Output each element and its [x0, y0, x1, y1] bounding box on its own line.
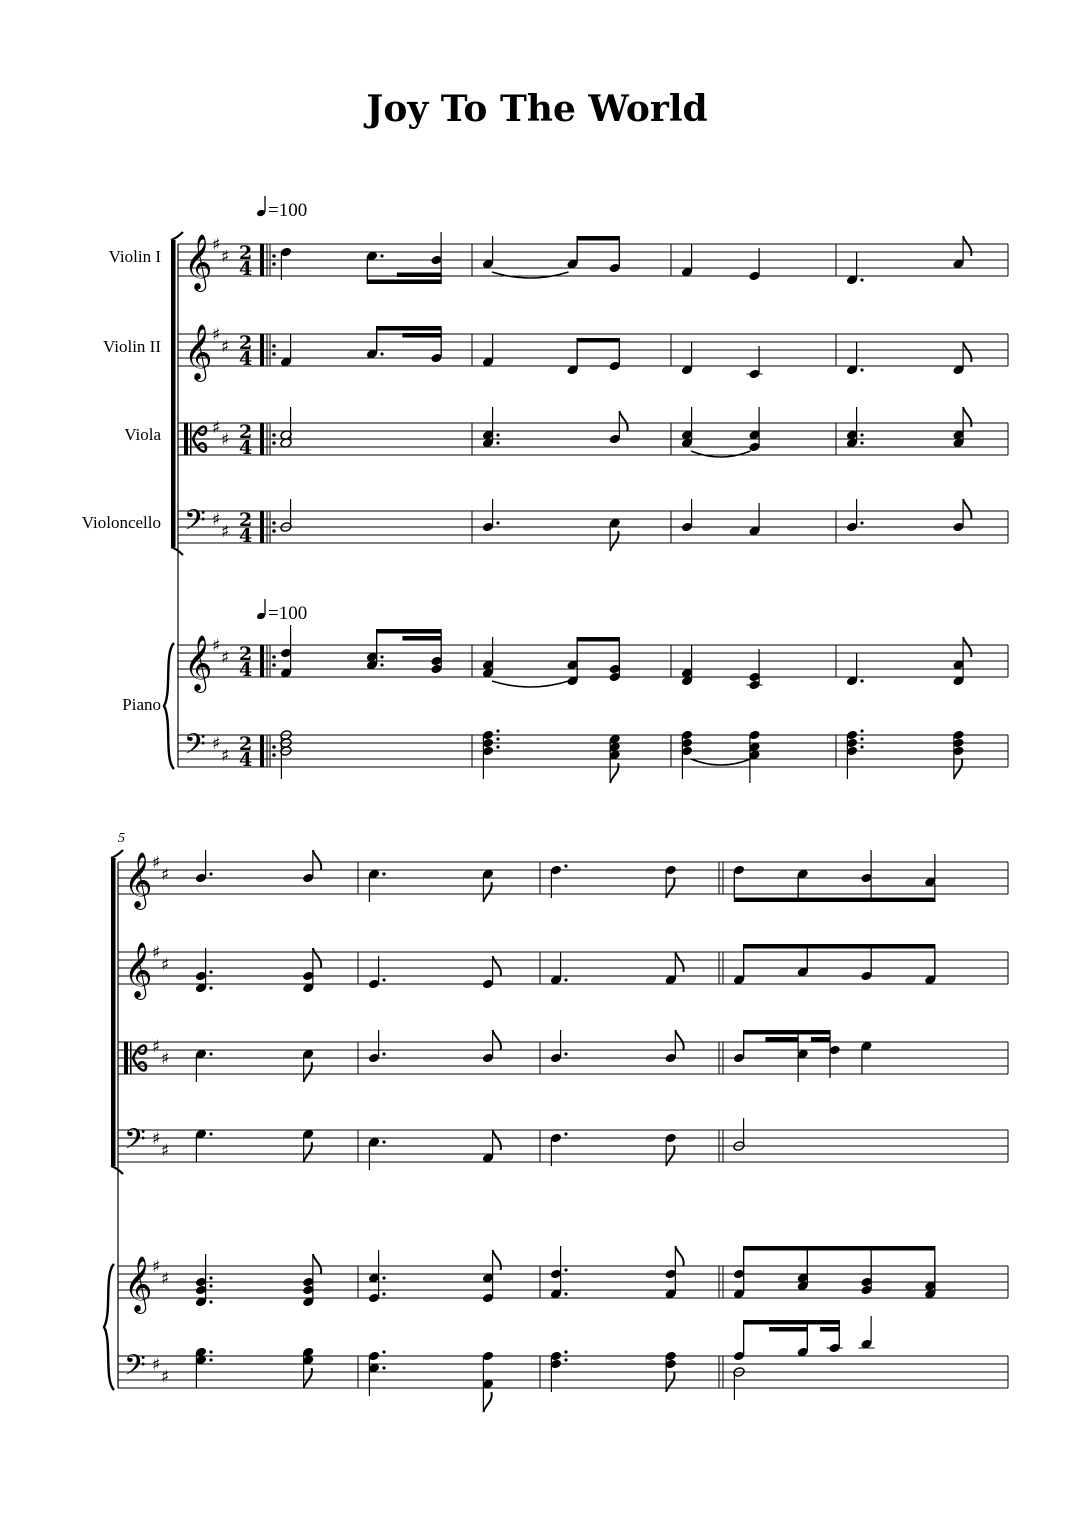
note-flag [666, 878, 674, 898]
sharp-icon: ♯ [221, 430, 230, 450]
note [846, 252, 864, 285]
bass-clef-icon: 𝄢 [124, 1123, 146, 1163]
staff-3 [178, 504, 1008, 547]
note [280, 499, 292, 532]
beam [744, 1320, 840, 1325]
note-flag [675, 952, 683, 972]
staff-2 [118, 1037, 1008, 1074]
augmentation-dot [564, 1358, 567, 1361]
beam [377, 326, 442, 331]
note [846, 729, 864, 779]
note-flag [493, 1250, 501, 1270]
sharp-icon: ♯ [161, 1049, 170, 1069]
note [550, 864, 568, 898]
note-flag [675, 1246, 683, 1266]
repeat-dot [272, 529, 276, 533]
augmentation-dot [382, 1052, 385, 1055]
bracket-hook-top [171, 232, 183, 240]
augmentation-dot [860, 737, 863, 740]
tempo-mark-strings [256, 196, 307, 221]
time-signature-bottom: 4 [239, 525, 253, 547]
note [482, 236, 494, 269]
tempo-text: =100 [268, 200, 308, 221]
note [747, 649, 763, 690]
beam [811, 1037, 830, 1042]
note [366, 629, 384, 670]
repeat-dot [272, 262, 276, 266]
note [681, 407, 693, 448]
note [280, 407, 292, 448]
note-flag [483, 1392, 491, 1412]
part-piano-rh [280, 625, 972, 690]
sharp-icon: ♯ [161, 1269, 170, 1289]
beam [377, 629, 442, 634]
sharp-icon: ♯ [161, 955, 170, 975]
note [747, 346, 763, 379]
note-flag [610, 763, 618, 783]
note [302, 948, 314, 993]
sharp-icon: ♯ [152, 1129, 161, 1149]
note-flag [963, 407, 971, 427]
note [846, 342, 864, 375]
treble-clef-icon: 𝄞 [124, 942, 153, 998]
beam [402, 636, 441, 641]
instrument-label-violin-1: Violin I [108, 247, 161, 266]
note [748, 503, 760, 536]
augmentation-dot [860, 441, 863, 444]
note [482, 729, 500, 779]
score-title: Joy To The World [366, 88, 708, 130]
note [482, 1130, 494, 1163]
repeat-dot [272, 352, 276, 356]
augmentation-dot [382, 1140, 385, 1143]
note [681, 730, 693, 779]
bass-clef-icon: 𝄢 [184, 728, 206, 768]
note [665, 1246, 677, 1299]
note [859, 1316, 875, 1349]
beam [744, 944, 935, 949]
note [195, 1254, 213, 1307]
repeat-dot [272, 344, 276, 348]
note [733, 1367, 745, 1400]
part-viola [280, 407, 972, 457]
note [195, 1049, 213, 1082]
note [665, 1030, 677, 1063]
augmentation-dot [380, 655, 383, 658]
note [195, 1347, 213, 1388]
note [195, 948, 213, 993]
repeat-dot [272, 441, 276, 445]
tie [492, 272, 569, 278]
repeat-dot [272, 663, 276, 667]
treble-clef-icon: 𝄞 [184, 635, 213, 691]
treble-clef-icon: 𝄞 [184, 324, 213, 380]
beam [765, 1037, 798, 1042]
note [924, 854, 936, 887]
repeat-dot [272, 254, 276, 258]
note [302, 850, 314, 883]
bracket-hook-bottom [171, 547, 183, 555]
bass-clef-icon: 𝄢 [184, 504, 206, 544]
augmentation-dot [860, 521, 863, 524]
time-signature-bottom: 4 [239, 258, 253, 280]
beam [577, 637, 619, 642]
note [860, 1041, 872, 1074]
augmentation-dot [496, 441, 499, 444]
note [846, 653, 864, 686]
beam [744, 1246, 935, 1251]
tempo-mark-piano [256, 599, 307, 624]
sharp-icon: ♯ [212, 734, 221, 754]
note [550, 1030, 568, 1063]
instrument-label-violin-2: Violin II [103, 337, 161, 356]
note [952, 342, 964, 375]
staff-0 [178, 234, 1008, 292]
note [952, 407, 964, 448]
instrument-label-piano: Piano [122, 695, 161, 714]
augmentation-dot [380, 663, 383, 666]
note [681, 499, 693, 532]
note [368, 1137, 386, 1170]
sharp-icon: ♯ [212, 235, 221, 255]
note [550, 1132, 568, 1166]
note-flag [493, 1130, 501, 1150]
note [748, 407, 760, 452]
note [550, 1246, 568, 1299]
sharp-icon: ♯ [161, 865, 170, 885]
note [681, 244, 693, 277]
time-signature-top: 2 [239, 643, 253, 665]
instrument-labels [82, 247, 162, 714]
augmentation-dot [382, 1276, 385, 1279]
time-signature-bottom: 4 [239, 749, 253, 771]
augmentation-dot [380, 254, 383, 257]
staff-2 [178, 418, 1008, 459]
system-2 [104, 850, 1008, 1412]
time-signature-top: 2 [239, 242, 253, 264]
note [827, 1320, 843, 1353]
note [280, 334, 292, 367]
sharp-icon: ♯ [212, 418, 221, 438]
sharp-icon: ♯ [152, 1037, 161, 1057]
sharp-icon: ♯ [221, 746, 230, 766]
strings-bracket [111, 858, 116, 1166]
time-signature-bottom: 4 [239, 437, 253, 459]
note [482, 334, 494, 367]
augmentation-dot [209, 1350, 212, 1353]
note-flag [313, 1254, 321, 1274]
augmentation-dot [209, 970, 212, 973]
note [609, 411, 621, 444]
note [846, 499, 864, 532]
note-flag [963, 499, 971, 519]
beam [734, 898, 934, 903]
note [952, 499, 964, 532]
augmentation-dot [860, 729, 863, 732]
sharp-icon: ♯ [152, 943, 161, 963]
repeat-dot [272, 745, 276, 749]
note-flag [666, 1146, 674, 1166]
note [195, 850, 213, 883]
sharp-icon: ♯ [221, 648, 230, 668]
augmentation-dot [564, 1292, 567, 1295]
augmentation-dot [496, 433, 499, 436]
note-flag [313, 948, 321, 968]
sharp-icon: ♯ [212, 636, 221, 656]
sharp-icon: ♯ [161, 1141, 170, 1161]
note-flag [610, 531, 618, 551]
time-signature-bottom: 4 [239, 659, 253, 681]
staff-1 [118, 942, 1008, 1000]
note [733, 1118, 745, 1151]
piano-brace [164, 643, 174, 769]
note [482, 956, 494, 989]
note [368, 1350, 386, 1396]
note [280, 625, 292, 678]
augmentation-dot [860, 278, 863, 281]
repeat-dot [272, 521, 276, 525]
sharp-icon: ♯ [221, 522, 230, 542]
note-flag [304, 1142, 312, 1162]
sharp-icon: ♯ [221, 247, 230, 267]
note-flag [666, 1372, 674, 1392]
sharp-icon: ♯ [221, 337, 230, 357]
note [482, 407, 500, 448]
beam [820, 1327, 839, 1332]
note [665, 952, 677, 985]
augmentation-dot [496, 737, 499, 740]
treble-clef-icon: 𝄞 [124, 1256, 153, 1312]
augmentation-dot [564, 1268, 567, 1271]
bracket-hook-bottom [111, 1166, 123, 1174]
augmentation-dot [209, 1052, 212, 1055]
note [302, 1347, 314, 1388]
note-flag [483, 882, 491, 902]
note [482, 499, 500, 532]
note-flag [675, 1030, 683, 1050]
note [748, 730, 760, 783]
augmentation-dot [382, 872, 385, 875]
augmentation-dot [382, 978, 385, 981]
bass-clef-icon: 𝄢 [124, 1349, 146, 1389]
time-signature-top: 2 [239, 421, 253, 443]
note-flag [313, 850, 321, 870]
augmentation-dot [496, 745, 499, 748]
note [368, 956, 386, 989]
augmentation-dot [382, 1350, 385, 1353]
note-flag [963, 342, 971, 362]
part-violin-i [280, 232, 972, 285]
note [368, 1250, 386, 1303]
staff-5 [118, 1349, 1008, 1389]
bracket-hook-top [111, 850, 123, 858]
note [828, 1045, 840, 1078]
sharp-icon: ♯ [161, 1367, 170, 1387]
note [280, 247, 292, 280]
note [302, 1254, 314, 1307]
augmentation-dot [860, 433, 863, 436]
augmentation-dot [496, 729, 499, 732]
note [681, 342, 693, 375]
strings-bracket [171, 240, 176, 547]
beam [769, 1327, 807, 1332]
music-notation [104, 232, 1008, 1412]
note [280, 730, 292, 779]
note [482, 1250, 494, 1303]
augmentation-dot [860, 745, 863, 748]
augmentation-dot [209, 1276, 212, 1279]
piano-brace [104, 1264, 114, 1390]
system-1 [164, 232, 1008, 783]
beam [367, 280, 441, 285]
beam [744, 1030, 830, 1035]
augmentation-dot [564, 978, 567, 981]
augmentation-dot [209, 1300, 212, 1303]
note [797, 1049, 809, 1082]
treble-clef-icon: 𝄞 [184, 234, 213, 290]
augmentation-dot [209, 1132, 212, 1135]
note-flag [493, 956, 501, 976]
augmentation-dot [382, 1292, 385, 1295]
tie [691, 451, 751, 457]
note [952, 637, 964, 686]
instrument-label-violoncello: Violoncello [81, 513, 161, 532]
sharp-icon: ♯ [152, 1257, 161, 1277]
augmentation-dot [564, 1052, 567, 1055]
measure-number: 5 [118, 831, 125, 846]
note-flag [954, 759, 962, 779]
note [860, 850, 872, 883]
staff-1 [178, 324, 1008, 382]
staff-3 [118, 1123, 1008, 1163]
tie [492, 681, 569, 687]
instrument-label-viola: Viola [124, 425, 161, 444]
augmentation-dot [564, 1132, 567, 1135]
augmentation-dot [860, 679, 863, 682]
staff-4 [178, 635, 1008, 693]
note [368, 869, 386, 902]
time-signature-top: 2 [239, 509, 253, 531]
augmentation-dot [209, 872, 212, 875]
note-flag [304, 1368, 312, 1388]
note [681, 645, 693, 686]
note-flag [963, 637, 971, 657]
sharp-icon: ♯ [152, 853, 161, 873]
augmentation-dot [564, 864, 567, 867]
beam [577, 236, 619, 241]
tie [691, 759, 751, 765]
augmentation-dot [209, 1358, 212, 1361]
augmentation-dot [209, 1284, 212, 1287]
note [665, 1351, 677, 1392]
augmentation-dot [496, 521, 499, 524]
note [368, 1030, 386, 1063]
part-violin-ii [195, 944, 937, 993]
time-signature-top: 2 [239, 332, 253, 354]
note [952, 236, 964, 269]
note [550, 952, 568, 985]
note [748, 248, 760, 281]
note [482, 637, 494, 678]
augmentation-dot [860, 368, 863, 371]
note [366, 326, 384, 359]
note [846, 407, 864, 448]
time-signature-top: 2 [239, 733, 253, 755]
note-flag [493, 1030, 501, 1050]
time-signature-bottom: 4 [239, 348, 253, 370]
sharp-icon: ♯ [212, 325, 221, 345]
staff-5 [178, 728, 1008, 771]
sharp-icon: ♯ [212, 510, 221, 530]
repeat-dot [272, 655, 276, 659]
note-flag [963, 236, 971, 256]
tempo-text: =100 [268, 603, 308, 624]
staff-4 [118, 1256, 1008, 1314]
note [550, 1350, 568, 1392]
repeat-dot [272, 753, 276, 757]
repeat-dot [272, 433, 276, 437]
note [195, 1129, 213, 1162]
note-flag [619, 411, 627, 431]
treble-clef-icon: 𝄞 [124, 852, 153, 908]
note-flag [304, 1062, 312, 1082]
part-piano-lh [280, 729, 965, 783]
sharp-icon: ♯ [152, 1355, 161, 1375]
note [430, 232, 442, 265]
augmentation-dot [380, 352, 383, 355]
note [366, 251, 384, 284]
augmentation-dot [564, 1350, 567, 1353]
augmentation-dot [209, 986, 212, 989]
augmentation-dot [382, 1366, 385, 1369]
note [482, 1030, 494, 1063]
